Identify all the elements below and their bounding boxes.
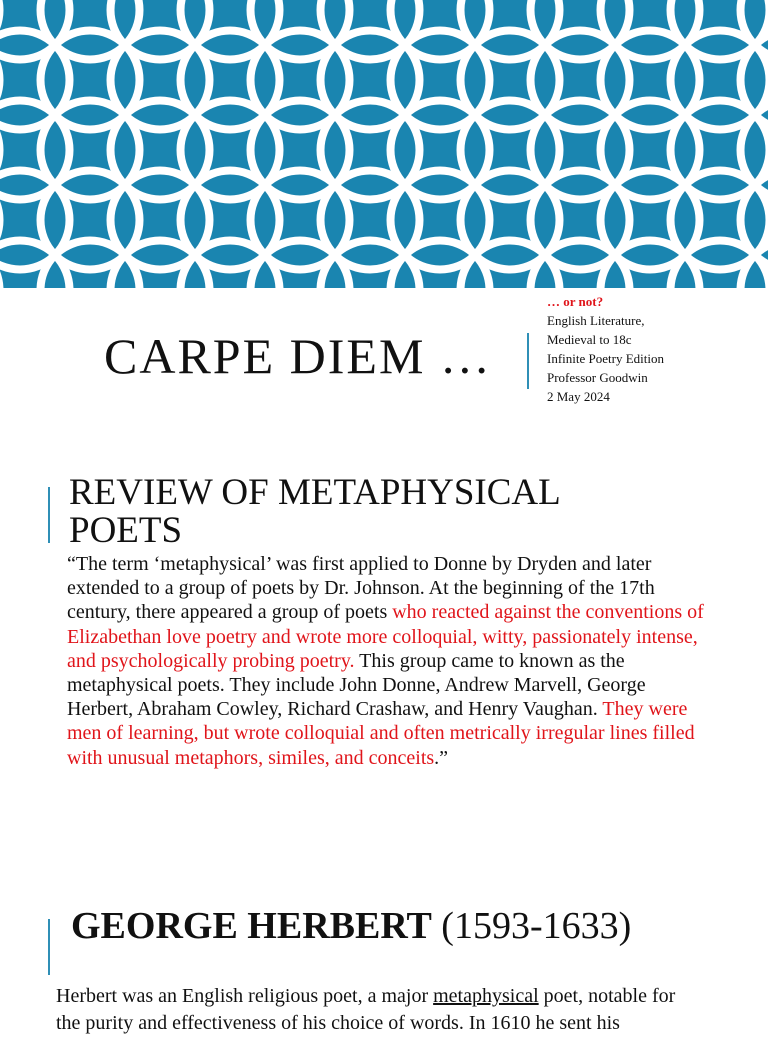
tagline: … or not? <box>547 294 604 309</box>
quote-part-1: “The term ‘metaphysical’ was first applied to Donne by Dryden and later extended to a group of poets by Dr. Johnson. At the beginning of the 17th century, there appeared a group of poets <box>67 553 655 624</box>
course-line-2: Medieval to 18c <box>547 332 632 347</box>
section1-accent-bar <box>48 487 50 543</box>
section-heading-george-herbert <box>71 906 691 946</box>
paragraph-line-1 <box>56 983 768 1010</box>
course-line-1: English Literature, <box>547 313 645 328</box>
herbert-paragraph <box>56 983 768 1037</box>
quote-highlight-1: who reacted against the conventions of Elizabethan love poetry and wrote more colloquial, witty, passionately intense, and psychologically probing poetry. <box>67 601 704 672</box>
heading-name: GEORGE HERBERT <box>71 905 432 947</box>
line1-text-a: Herbert was an English religious poet, a major <box>56 985 434 1007</box>
edition-line: Infinite Poetry Edition <box>547 351 664 366</box>
metaphysical-quote-paragraph <box>67 552 707 770</box>
heading-line-2: POETS <box>69 510 183 551</box>
course-info <box>547 292 664 406</box>
title-divider-bar <box>527 333 529 389</box>
line1-text-b: poet, notable for <box>538 985 676 1007</box>
metaphysical-link[interactable]: metaphysical <box>433 985 539 1007</box>
presentation-title: CARPE DIEM … <box>104 328 492 384</box>
heading-line-1: REVIEW OF METAPHYSICAL <box>69 472 561 513</box>
section-heading-metaphysical-poets <box>69 474 709 550</box>
paragraph-line-2: the purity and effectiveness of his choice of words. In 1610 he sent his <box>56 1012 620 1034</box>
quote-highlight-2: They were men of learning, but wrote colloquial and often metrically irregular lines filled with unusual metaphors, similes, and conceits <box>67 698 695 769</box>
quote-end: .” <box>434 746 449 769</box>
date-line: 2 May 2024 <box>547 389 610 404</box>
decorative-pattern-banner <box>0 0 768 288</box>
quote-part-2: This group came to known as the metaphysical poets. They include John Donne, Andrew Marvell, George Herbert, Abraham Cowley, Richard Crashaw, and Henry Vaughan. <box>67 649 646 721</box>
professor-line: Professor Goodwin <box>547 370 648 385</box>
section2-accent-bar <box>48 919 50 975</box>
heading-dates: (1593-1633) <box>431 905 632 947</box>
